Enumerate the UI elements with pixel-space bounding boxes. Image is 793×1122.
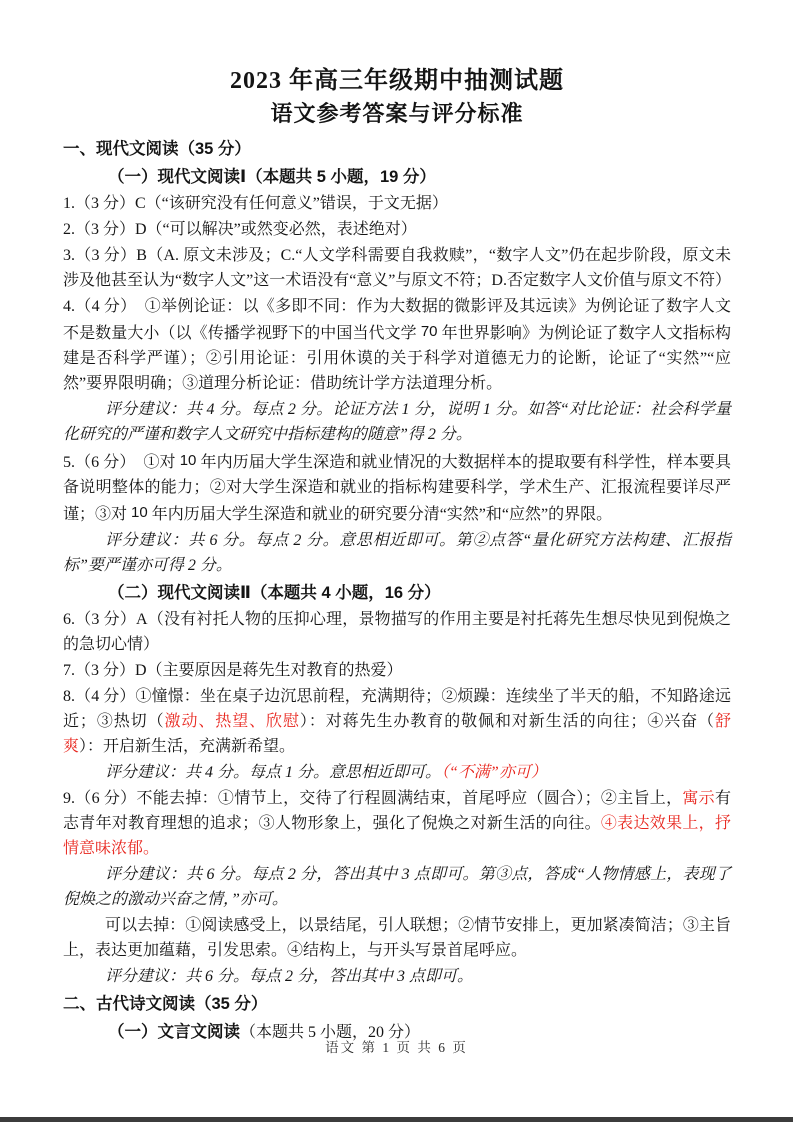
red-annotation: 舒爽 [63,713,731,755]
page-title-line2: 语文参考答案与评分标准 [270,101,524,126]
text-run: 1.（3 分）C（“该研究没有任何意义”错误，于文无据） [63,195,448,212]
text-run: 70 [420,323,438,340]
answer-5 [63,448,731,527]
text-run: ）：开启新生活，充满新希望。 [79,738,296,755]
text-run: 6.（3 分）A（没有衬托人物的压抑心理，景物描写的作用主要是衬托蒋先生想尽快见到倪焕之的急切心情） [63,611,731,653]
text-run: 评分建议：共 6 分。每点 2 分，答出其中 3 点即可。 [105,968,474,985]
text-run: 10 [179,452,197,469]
text-run: （二）现代文阅读Ⅱ（本题共 4 小题，16 分） [108,584,441,602]
page-footer: 语文 第 1 页 共 6 页 [325,1040,468,1055]
red-annotation: ④表达效果上，抒情意味浓郁。 [63,815,731,857]
text-run: 7.（3 分）D（主要原因是蒋先生对教育的热爱） [63,662,403,679]
text-run: 2.（3 分）D（“可以解决”或然变必然，表述绝对） [63,221,417,238]
scoring-note-9 [63,862,731,912]
text-run: 二、古代诗文阅读（35 分） [63,995,268,1013]
text-run: 年内历届大学生深造和就业的研究要分清“实然”和“应然”的界限。 [147,506,613,523]
answer-1 [63,191,731,216]
text-run: 9.（6 分）不能去掉：①情节上，交待了行程圆满结束，首尾呼应（圆合）；②主旨上， [63,790,683,807]
answer-6 [63,607,731,657]
text-run: （一）文言文阅读 [108,1023,240,1041]
answer-8 [63,684,731,759]
text-run: 评分建议：共 4 分。每点 2 分。论证方法 1 分，说明 1 分。如答“对比论证：社会科学量化研究的严谨和数字人文研究中指标建构的随意”得 2 分。 [63,401,731,443]
subsection-heading-reading-1 [108,165,731,190]
text-run: 10 [131,504,148,521]
red-annotation: 寓示 [682,790,715,807]
text-run: 评分建议：共 6 分。每点 2 分。意思相近即可。第②点答“量化研究方法构建、汇报指标”要严谨亦可得 2 分。 [63,532,731,574]
text-run: ）：对蒋先生办教育的敬佩和对新生活的向往；④兴奋（ [299,713,715,730]
scoring-note-4 [63,397,731,447]
answer-9 [63,786,731,861]
scoring-note-9b [63,964,731,989]
text-run: 5.（6 分） ①对 [63,454,180,471]
scoring-note-8 [63,760,731,785]
text-run: 8.（4 分）①憧憬：坐在桌子边沉思前程，充满期待；②烦躁：连续坐了半天的船，不知路途远近；③热切（ [63,688,731,730]
text-run: 3.（3 分）B（A. 原文未涉及；C.“人文学科需要自我救赎”，“数字人文”仍在起步阶段，原文未涉及他甚至认为“数字人文”这一术语没有“意义”与原文不符；D.否定数字人文价值与原文不符） [63,247,731,289]
subsection-heading-reading-2 [108,581,731,606]
text-run: 年世界影响》为例论证了数字人文指标构建是否科学严谨）；②引用论证：引用休谟的关于科学对道德无力的论断，论证了“实然”“应然”要界限明确；③道理分析论证：借助统计学方法道理分析。 [63,325,731,392]
text-run: 有志青年对教育理想的追求；③人物形象上，强化了倪焕之对新生活的向往。 [63,790,731,832]
page-title-line1: 2023 年高三年级期中抽测试题 [230,68,564,94]
answer-7 [63,658,731,683]
text-run: 评分建议：共 6 分。每点 2 分，答出其中 3 点即可。第③点，答成“人物情感上，表现了倪焕之的激动兴奋之情，”亦可。 [63,866,731,908]
section-heading-modern-reading [63,137,731,162]
answer-2 [63,217,731,242]
text-run: 可以去掉：①阅读感受上，以景结尾，引人联想；②情节安排上，更加紧凑简洁；③主旨上，表达更加蕴藉，引发思索。④结构上，与开头写景首尾呼应。 [63,917,731,959]
red-annotation: （“不满”亦可） [441,764,547,781]
red-annotation: 激动、热望、欣慰 [164,713,300,730]
text-run: 4.（4 分） ①举例论证：以《多即不同：作为大数据的微影评及其远读》为例论证了数字人文不是数量大小（以《传播学视野下的中国当代文学 [63,298,731,342]
text-run: 年内历届大学生深造和就业情况的大数据样本的提取要有科学性，样本要具备说明整体的能力；②对大学生深造和就业的指标构建要科学，学术生产、汇报流程要详尽严谨；③对 [63,454,731,523]
alt-answer-9 [63,913,731,963]
answer-3 [63,243,731,293]
text-run: 评分建议：共 4 分。每点 1 分。意思相近即可。 [105,764,442,781]
scan-edge-bottom [0,1117,793,1122]
text-run: 一、现代文阅读（35 分） [63,140,251,158]
answer-4 [63,294,731,396]
text-run: （本题共 5 小题，20 分） [240,1024,421,1041]
document-body [63,137,731,1045]
section-heading-ancient-reading [63,992,731,1017]
scoring-note-5 [63,528,731,578]
text-run: （一）现代文阅读Ⅰ（本题共 5 小题，19 分） [108,168,436,186]
